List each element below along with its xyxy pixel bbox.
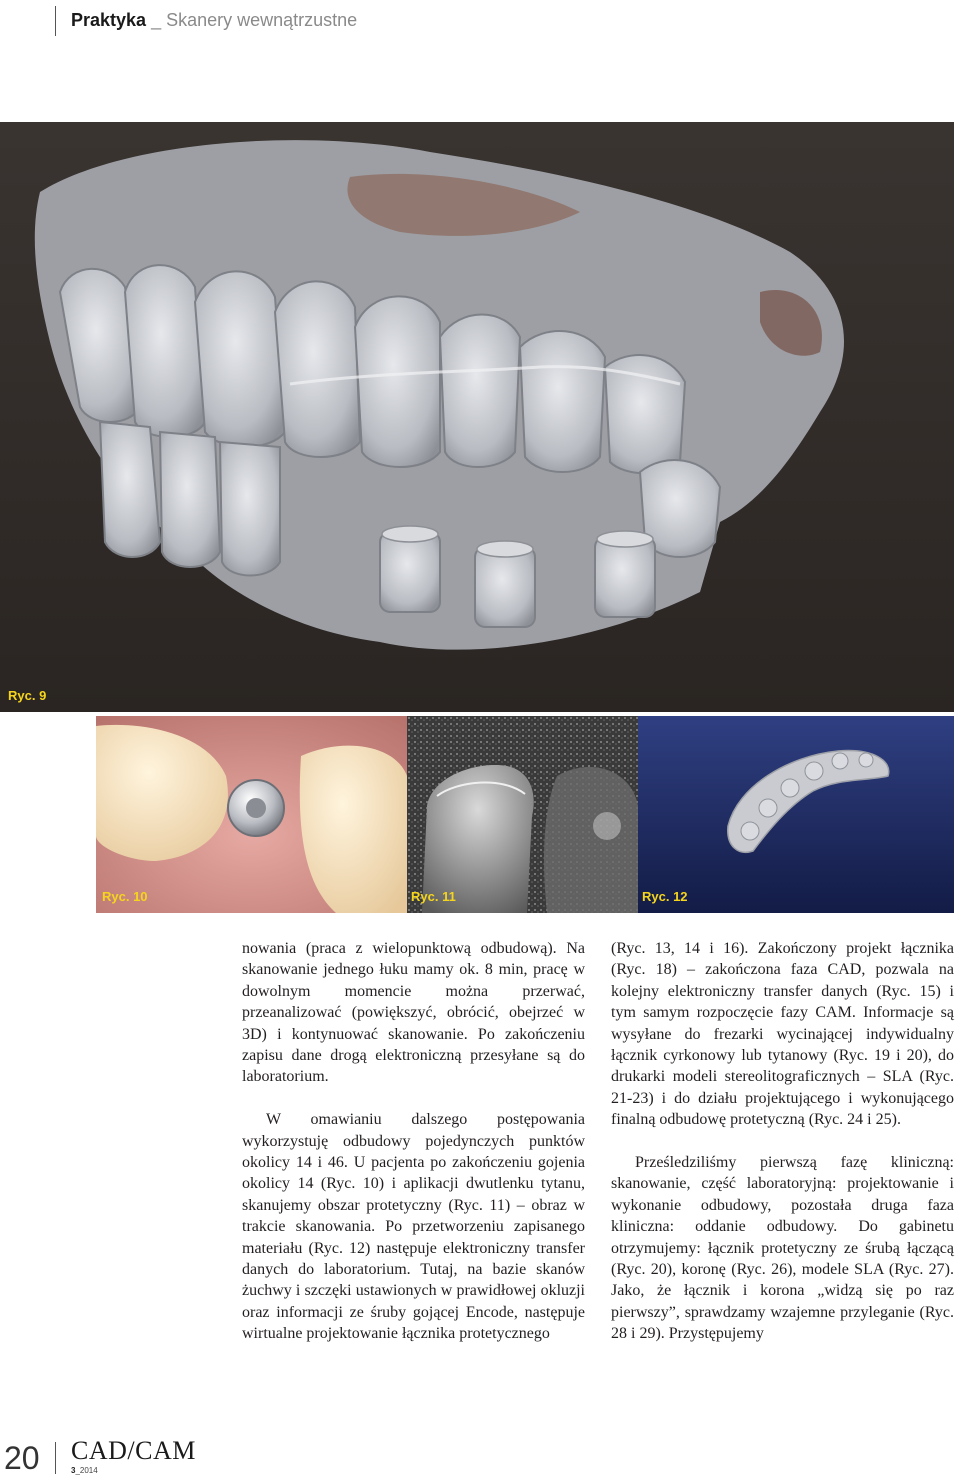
- caption-ryc12: Ryc. 12: [642, 889, 688, 904]
- scan-progress-illustration: [407, 716, 638, 913]
- figure-ryc10-clinical-photo: [96, 716, 407, 913]
- dental-scan-illustration: [0, 122, 954, 712]
- footer-rule: [55, 1442, 56, 1474]
- figure-ryc11-scan-progress: [407, 716, 638, 913]
- header-topic: Skanery wewnątrzustne: [166, 10, 358, 30]
- body-column-left: [242, 938, 585, 1345]
- paragraph: (Ryc. 13, 14 i 16). Zakończony projekt łącznika (Ryc. 18) – zakończona faza CAD, pozwala na kolejny elektroniczny transfer danych (Ryc. 15) i tym samym rozpoczęcie fazy CAM. Informacje są wysyłane do frezarki wycinającej indywidualny łącznik cyrkonowy lub tytanowy (Ryc. 19 i 20), do drukarki modeli stereolitograficznych – SLA (Ryc. 21-23) i do działu projektującego i wykonującego finalną odbudowę protetyczną (Ryc. 24 i 25).: [611, 940, 954, 1129]
- caption-ryc11: Ryc. 11: [411, 889, 456, 904]
- magazine-brand: CAD/CAM: [71, 1436, 196, 1465]
- caption-ryc9: Ryc. 9: [8, 688, 47, 703]
- paragraph: Prześledziliśmy pierwszą fazę kliniczną: skanowanie, część laboratoryjną: projektowanie i wykonanie odbudowy, pozostała druga faza kliniczna: oddanie odbudowy. Do gabinetu otrzymujemy: łącznik protetyczny ze śrubą łączącą (Ryc. 20), koronę (Ryc. 26), modele SLA (Ryc. 27). Jako, że łącznik i korona „widzą się po raz pierwszy”, sprawdzamy wzajemne przyleganie (Ryc. 28 i 29). Przystępujemy: [611, 1154, 954, 1343]
- clinical-photo-illustration: [96, 716, 407, 913]
- page-number: 20: [4, 1440, 40, 1476]
- processed-scan-illustration: [638, 716, 954, 913]
- issue-year: _2014: [75, 1466, 98, 1475]
- paragraph: nowania (praca z wielopunktową odbudową). Na skanowanie jednego łuku mamy ok. 8 min, pracę w dowolnym momencie można przerwać, przeanalizować (powiększyć, obrócić, obejrzeć w 3D) i kontynuować skanowanie. Po zakończeniu zapisu dane drogą elektroniczną przesyłane są do laboratorium.: [242, 940, 585, 1086]
- caption-ryc10: Ryc. 10: [102, 889, 148, 904]
- header-rule: [55, 6, 56, 36]
- header-separator: _: [146, 10, 167, 30]
- header-section: Praktyka: [71, 10, 147, 30]
- running-header: [71, 10, 357, 31]
- figure-ryc9-scan: [0, 122, 954, 712]
- issue-number: 3: [71, 1466, 76, 1475]
- paragraph: W omawianiu dalszego postępowania wykorzystuję odbudowy pojedynczych punktów okolicy 14 i 46. U pacjenta po zakończeniu gojenia okolicy 14 (Ryc. 10) i aplikacji dwutlenku tytanu, skanujemy obszar protetyczny (Ryc. 11) – obraz w trakcie skanowania. Po przetworzeniu zapisanego materiału (Ryc. 12) następuje elektroniczny transfer danych do laboratorium. Tutaj, na bazie skanów żuchwy i szczęki ustawionych w prawidłowej okluzji oraz informacji ze śruby gojącej Encode, następuje wirtualne projektowanie łącznika protetycznego: [242, 1111, 585, 1343]
- figure-ryc12-processed-scan: [638, 716, 954, 913]
- body-column-right: [611, 938, 954, 1345]
- issue-label: [71, 1466, 98, 1475]
